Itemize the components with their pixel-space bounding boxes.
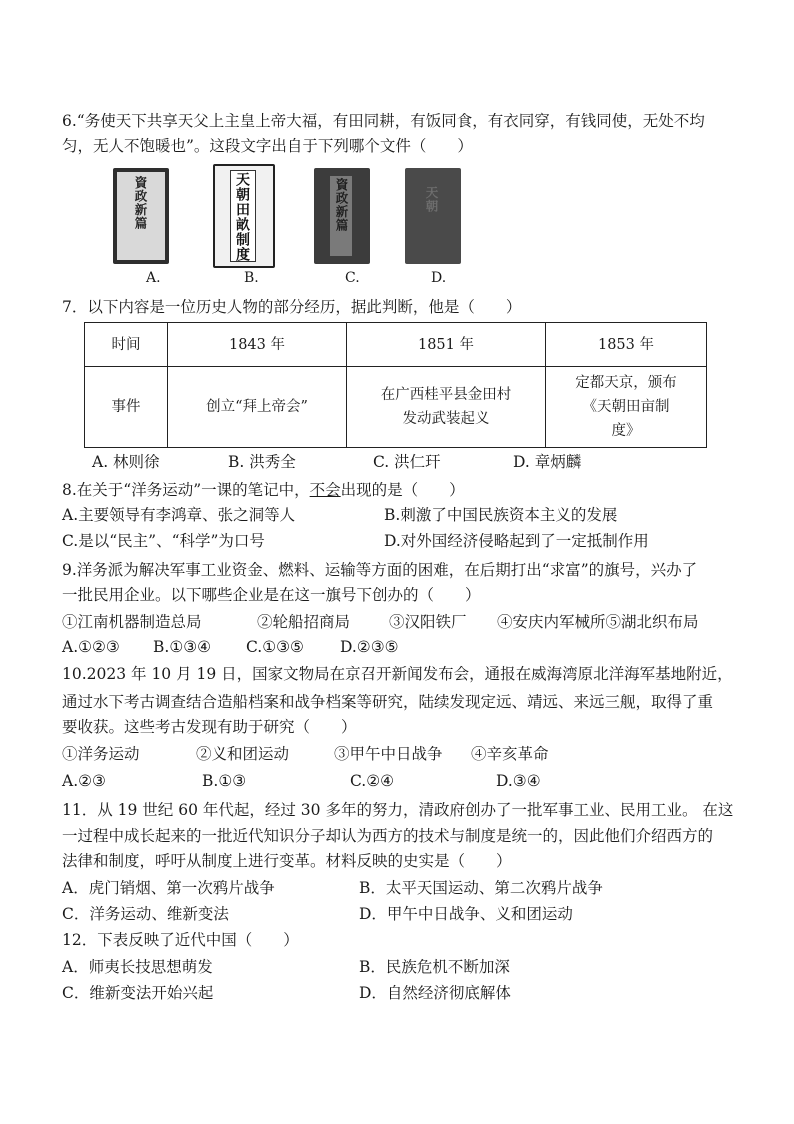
table-cell-1851: 1851 年: [347, 323, 546, 367]
q9-option-d: D.②③⑤: [340, 638, 399, 656]
book-cover-c-title: 資政新篇: [334, 178, 349, 232]
q11-stem-line2: 一过程中成长起来的一批近代知识分子却认为西方的技术与制度是统一的，因此他们介绍西方的: [62, 827, 714, 845]
q10-item-3: ③甲午中日战争: [334, 745, 443, 763]
table-cell-event-1851: 在广西桂平县金田村发动武装起义: [347, 367, 546, 448]
q6-book-covers: [0, 160, 794, 286]
q9-item-3: ③汉阳铁厂: [389, 613, 467, 631]
q10-item-4: ④辛亥革命: [471, 745, 549, 763]
q10-option-c: C.②④: [350, 772, 395, 790]
q8-option-a: A.主要领导有李鸿章、张之洞等人: [62, 506, 296, 524]
q8-stem-underlined: 不会: [309, 481, 341, 499]
book-cover-b-image: [213, 164, 275, 268]
q7-option-c: C. 洪仁玕: [373, 453, 441, 471]
q11-option-d: D．甲午中日战争、义和团运动: [359, 905, 573, 923]
q12-option-b: B．民族危机不断加深: [359, 958, 510, 976]
q9-item-2: ②轮船招商局: [257, 613, 351, 631]
book-cover-d-title: 天朝: [424, 186, 439, 213]
book-cover-c-image: [314, 168, 370, 264]
q10-option-a: A.②③: [62, 772, 106, 790]
q7-option-d: D. 章炳麟: [513, 453, 582, 471]
q12-option-d: D．自然经济彻底解体: [359, 984, 511, 1002]
q9-option-a: A.①②③: [62, 638, 120, 656]
table-header-event: 事件: [85, 367, 168, 448]
option-b-label: B.: [244, 270, 259, 286]
q11-option-a: A．虎门销烟、第一次鸦片战争: [62, 879, 275, 897]
q9-stem-line2: 一批民用企业。以下哪些企业是在这一旗号下创办的（ ）: [62, 586, 481, 604]
q12-option-a: A．师夷长技思想萌发: [62, 958, 213, 976]
q10-stem-line3: 要收获。这些考古发现有助于研究（ ）: [62, 718, 357, 736]
q10-option-d: D.③④: [496, 772, 541, 790]
table-cell-event-1853: 定都天京，颁布《天朝田亩制度》: [546, 367, 707, 448]
book-cover-b-title: 天朝田畝制度: [234, 172, 250, 262]
q11-option-c: C．洋务运动、维新变法: [62, 905, 229, 923]
q9-stem-line1: 9.洋务派为解决军事工业资金、燃料、运输等方面的困难，在后期打出“求富”的旗号，兴办了: [62, 561, 698, 579]
q8-option-d: D.对外国经济侵略起到了一定抵制作用: [384, 532, 649, 550]
q11-stem-line1: 11．从 19 世纪 60 年代起，经过 30 多年的努力，清政府创办了一批军事工业、民用工业。 在这: [62, 801, 734, 819]
q11-stem-line3: 法律和制度，呼吁从制度上进行变革。材料反映的史实是（ ）: [62, 852, 512, 870]
q8-option-b: B.刺激了中国民族资本主义的发展: [384, 506, 618, 524]
table-cell-event-1843: 创立“拜上帝会”: [168, 367, 347, 448]
option-c-label: C.: [345, 270, 360, 286]
q9-option-c: C.①③⑤: [246, 638, 304, 656]
q7-table: [84, 322, 707, 448]
option-a-label: A.: [146, 270, 161, 286]
q8-stem: [62, 480, 465, 500]
q10-stem-line1: 10.2023 年 10 月 19 日，国家文物局在京召开新闻发布会，通报在威海湾原北洋海军基地附近，: [62, 665, 733, 683]
q10-stem-line2: 通过水下考古调查结合造船档案和战争档案等研究，陆续发现定远、靖远、来远三舰，取得了重: [62, 693, 714, 711]
book-cover-d-image: [405, 168, 461, 264]
q8-option-c: C.是以“民主”、“科学”为口号: [62, 532, 265, 550]
table-cell-1843: 1843 年: [168, 323, 347, 367]
table-header-time: 时间: [85, 323, 168, 367]
q6-stem-line1: 6.“务使天下共享天父上主皇上帝大福，有田同耕，有饭同食，有衣同穿，有钱同使，无处不均: [62, 112, 705, 130]
q10-item-1: ①洋务运动: [62, 745, 140, 763]
q12-stem: 12．下表反映了近代中国（ ）: [62, 931, 299, 949]
q7-stem: 7．以下内容是一位历史人物的部分经历，据此判断，他是（ ）: [62, 298, 522, 316]
q7-option-b: B. 洪秀全: [228, 453, 296, 471]
q7-option-a: A. 林则徐: [92, 453, 160, 471]
q10-option-b: B.①③: [202, 772, 247, 790]
q8-stem-part1: 8.在关于“洋务运动”一课的笔记中，: [62, 481, 310, 499]
q12-option-c: C．维新变法开始兴起: [62, 984, 214, 1002]
q9-item-1: ①江南机器制造总局: [62, 613, 202, 631]
option-d-label: D.: [431, 270, 447, 286]
q9-item-4-5: ④安庆内军械所⑤湖北织布局: [497, 613, 699, 631]
q10-item-2: ②义和团运动: [196, 745, 290, 763]
table-cell-1853: 1853 年: [546, 323, 707, 367]
book-cover-a-image: [113, 168, 169, 264]
q11-option-b: B．太平天国运动、第二次鸦片战争: [359, 879, 603, 897]
q9-option-b: B.①③④: [153, 638, 212, 656]
q8-stem-part2: 出现的是（ ）: [340, 481, 465, 499]
q6-stem-line2: 匀，无人不饱暖也”。这段文字出自于下列哪个文件（ ）: [62, 137, 473, 155]
book-cover-a-title: 資政新篇: [133, 176, 148, 230]
